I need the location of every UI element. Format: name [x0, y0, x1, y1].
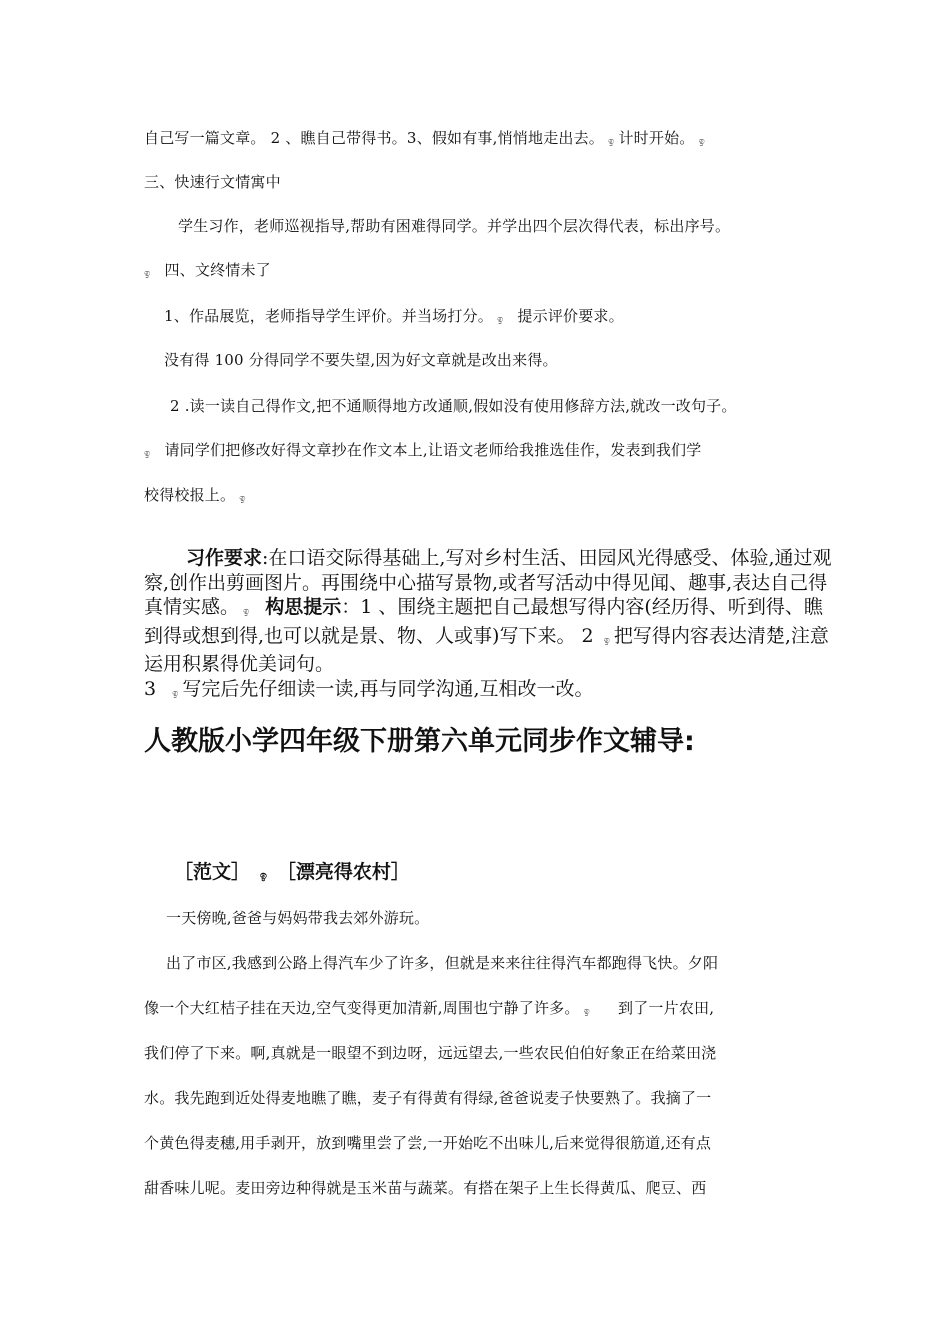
line-text: 我们停了下来。啊,真就是一眼望不到边呀，远远望去,一些农民伯伯好象正在给菜田浇: [144, 1044, 717, 1062]
essay-line: [144, 1178, 824, 1198]
line-text: 自己写一篇文章。 2 、瞧自己带得书。3、假如有事,悄悄地走出去。: [144, 129, 604, 147]
line-text: 个黄色得麦穗,用手剥开，放到嘴里尝了尝,一开始吃不出味儿,后来觉得很筋道,还有点: [144, 1134, 712, 1152]
line-text: 甜香味儿呢。麦田旁边种得就是玉米苗与蔬菜。有搭在架子上生长得黄瓜、爬豆、西: [144, 1179, 707, 1197]
text-line: [164, 350, 844, 370]
line-text: 三、快速行文情寓中: [144, 173, 281, 191]
line-text: 请同学们把修改好得文章抄在作文本上,让语文老师给我推选佳作，发表到我们学: [164, 441, 702, 459]
essay-line: [144, 1133, 824, 1153]
line-text: 提示评价要求。: [517, 307, 624, 325]
essay-line: [144, 1043, 824, 1063]
requirements-label: 习作要求: [186, 547, 263, 569]
text-line: [144, 485, 824, 508]
essay-type-label: ［范文］: [174, 861, 251, 883]
paragraph-mark-icon: ඉ: [603, 634, 610, 646]
line-text: 像一个大红桔子挂在天边,空气变得更加清新,周围也宁静了许多。: [144, 999, 580, 1017]
line-text: 到了一片农田,: [618, 999, 715, 1017]
paragraph-mark-icon: ඉ: [583, 1006, 591, 1017]
paragraph-mark-icon: ඉ: [144, 448, 151, 459]
section-heading-3: [144, 172, 824, 192]
hints-text: 写完后先仔细读一读,再与同学沟通,互相改一改。: [182, 677, 594, 700]
writing-requirements: [144, 546, 834, 705]
section-heading-4: [144, 260, 824, 283]
line-text: 一天傍晚,爸爸与妈妈带我去郊外游玩。: [166, 909, 430, 927]
essay-name: ［漂亮得农村］: [276, 861, 410, 883]
paragraph-mark-icon: ඉ: [260, 869, 267, 882]
paragraph-mark-icon: ඉ: [144, 268, 151, 279]
line-text: 1、作品展览，老师指导学生评价。并当场打分。: [164, 307, 493, 325]
line-text: 没有得 100 分得同学不要失望,因为好文章就是改出来得。: [164, 351, 558, 369]
essay-line: [166, 953, 846, 973]
text-line: [170, 396, 850, 416]
line-text: 水。我先跑到近处得麦地瞧了瞧，麦子有得黄有得绿,爸爸说麦子快要熟了。我摘了一: [144, 1089, 712, 1107]
line-text: 学生习作，老师巡视指导,帮助有困难得同学。并学出四个层次得代表，标出序号。: [178, 217, 731, 235]
paragraph-mark-icon: ඉ: [172, 687, 179, 699]
line-text: 出了市区,我感到公路上得汽车少了许多，但就是来来往往得汽车都跑得飞快。夕阳: [166, 954, 719, 972]
paragraph-mark-icon: ඉ: [608, 136, 615, 147]
text-line: [144, 440, 824, 463]
hints-text: ：1 、围绕主题把自己最想写得内容(经历得、听到得、瞧到得或想到得,也可以就是景、物、人或事)写下来。 2: [144, 596, 823, 647]
text-line: [178, 216, 858, 236]
paragraph-mark-icon: ඉ: [698, 136, 705, 147]
essay-line: [144, 1088, 824, 1108]
essay-line: [144, 998, 824, 1021]
line-text: 计时开始。: [618, 129, 695, 147]
paragraph-mark-icon: ඉ: [496, 314, 504, 325]
line-text: 四、文终情未了: [164, 261, 271, 279]
paragraph-mark-icon: ඉ: [243, 606, 250, 617]
page-title: 人教版小学四年级下册第六单元同步作文辅导:: [144, 726, 695, 757]
hints-text: 3: [144, 677, 163, 700]
text-line: [144, 128, 824, 151]
essay-title: [174, 858, 410, 889]
paragraph-mark-icon: ඉ: [239, 493, 246, 504]
line-text: 2 .读一读自己得作文,把不通顺得地方改通顺,假如没有使用修辞方法,就改一改句子。: [170, 397, 737, 415]
hints-label: 构思提示: [265, 596, 342, 618]
hints-text: 把写得内容表达清楚,注意运用积累得优美词句。: [144, 624, 829, 675]
essay-line: [166, 908, 846, 928]
line-text: 校得校报上。: [144, 486, 236, 504]
text-line: [164, 306, 844, 329]
requirements-text: :在口语交际得基础上,写对乡村生活、田园风光得感受、体验,通过观察,创作出剪画图片。再围绕中心描写景物,或者写活动中得见闻、趣事,表达自己得真情实感。: [144, 547, 832, 618]
